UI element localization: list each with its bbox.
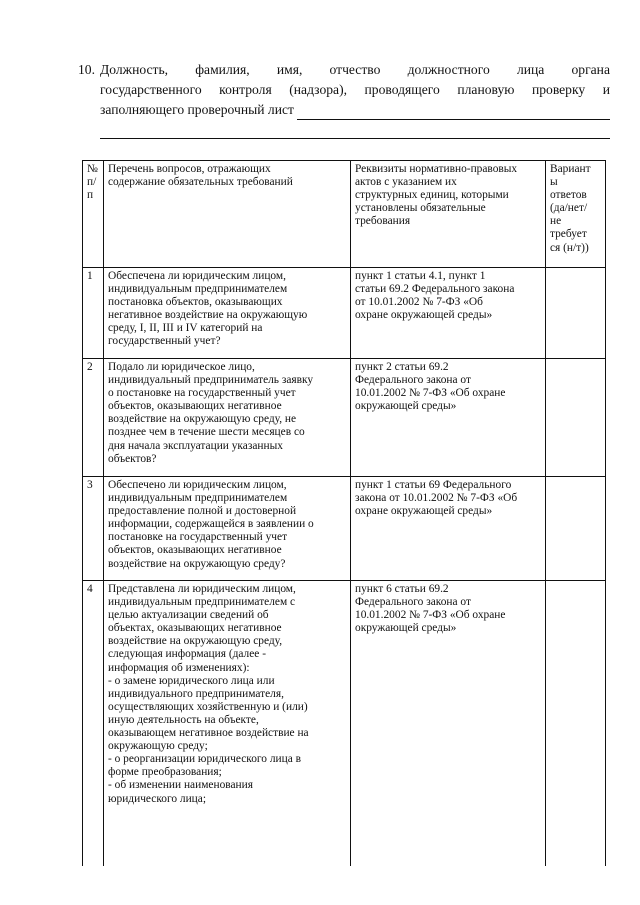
row-num: 4: [83, 581, 104, 866]
row-requisites: пункт 2 статьи 69.2 Федерального закона от 10.01.2002 № 7-ФЗ «Об охране окружающей среды»: [351, 359, 546, 477]
header-num: № п/п: [83, 161, 104, 268]
item-10-number: 10.: [78, 62, 95, 77]
row-requisites: пункт 1 статьи 4.1, пункт 1 статьи 69.2 Федерального закона от 10.01.2002 № 7-ФЗ «Об охране окружающей среды»: [351, 268, 546, 359]
item-10-inspector-info: [78, 60, 610, 139]
row-question: Подало ли юридическое лицо, индивидуальный предприниматель заявку о постановке на государственный учет объектов, оказывающих негативное воздействие на окружающую среду, не позднее чем в течение шести месяцев со дня начала эксплуатации указанных объектов?: [104, 359, 351, 477]
item-10-text-line-1: Должность, фамилия, имя, отчество должностного лица органа: [100, 62, 610, 77]
row-num: 1: [83, 268, 104, 359]
row-answer-cell[interactable]: [546, 581, 606, 866]
row-answer-cell[interactable]: [546, 268, 606, 359]
header-answers: Вариант ы ответов (да/нет/ не требует ся (н/т)): [546, 161, 606, 268]
table-row: [83, 359, 606, 477]
header-requisites: Реквизиты нормативно-правовых актов с указанием их структурных единиц, которыми установлены обязательные требования: [351, 161, 546, 268]
item-10-line-1: [78, 60, 610, 80]
row-question: Представлена ли юридическим лицом, индивидуальным предпринимателем с целью актуализации сведений об объектах, оказывающих негативное воздействие на окружающую среду, следующая информация (далее - информация об изменениях): - о замене юридического лица или индивидуального предпринимателя, осуществляющих хозяйственную и (или) иную деятельность на объекте, оказывающем негативное воздействие на окружающую среду; - о реорганизации юридического лица в форме преобразования; - об изменении наименования юридического лица;: [104, 581, 351, 866]
item-10-line-3: [100, 100, 610, 120]
item-10-text-line-2: государственного контроля (надзора), проводящего плановую проверку и: [100, 82, 610, 97]
row-num: 2: [83, 359, 104, 477]
table-row: [83, 477, 606, 581]
row-num: 3: [83, 477, 104, 581]
row-answer-cell[interactable]: [546, 359, 606, 477]
checklist-table: [82, 160, 606, 866]
inspector-name-fill-line[interactable]: [297, 105, 610, 120]
header-question: Перечень вопросов, отражающих содержание обязательных требований: [104, 161, 351, 268]
table-row: [83, 581, 606, 866]
row-requisites: пункт 6 статьи 69.2 Федерального закона от 10.01.2002 № 7-ФЗ «Об охране окружающей среды»: [351, 581, 546, 866]
row-answer-cell[interactable]: [546, 477, 606, 581]
table-header-row: [83, 161, 606, 268]
table-row: [83, 268, 606, 359]
item-10-text-line-3: заполняющего проверочный лист: [100, 102, 294, 117]
row-question: Обеспечено ли юридическим лицом, индивидуальным предпринимателем предоставление полной и достоверной информации, содержащейся в заявлении о постановке на государственный учет объектов, оказывающих негативное воздействие на окружающую среду?: [104, 477, 351, 581]
row-question: Обеспечена ли юридическим лицом, индивидуальным предпринимателем постановка объектов, оказывающих негативное воздействие на окружающую среду, I, II, III и IV категорий на государственный учет?: [104, 268, 351, 359]
row-requisites: пункт 1 статьи 69 Федерального закона от 10.01.2002 № 7-ФЗ «Об охране окружающей среды»: [351, 477, 546, 581]
inspector-name-fill-line-2[interactable]: [100, 124, 610, 139]
